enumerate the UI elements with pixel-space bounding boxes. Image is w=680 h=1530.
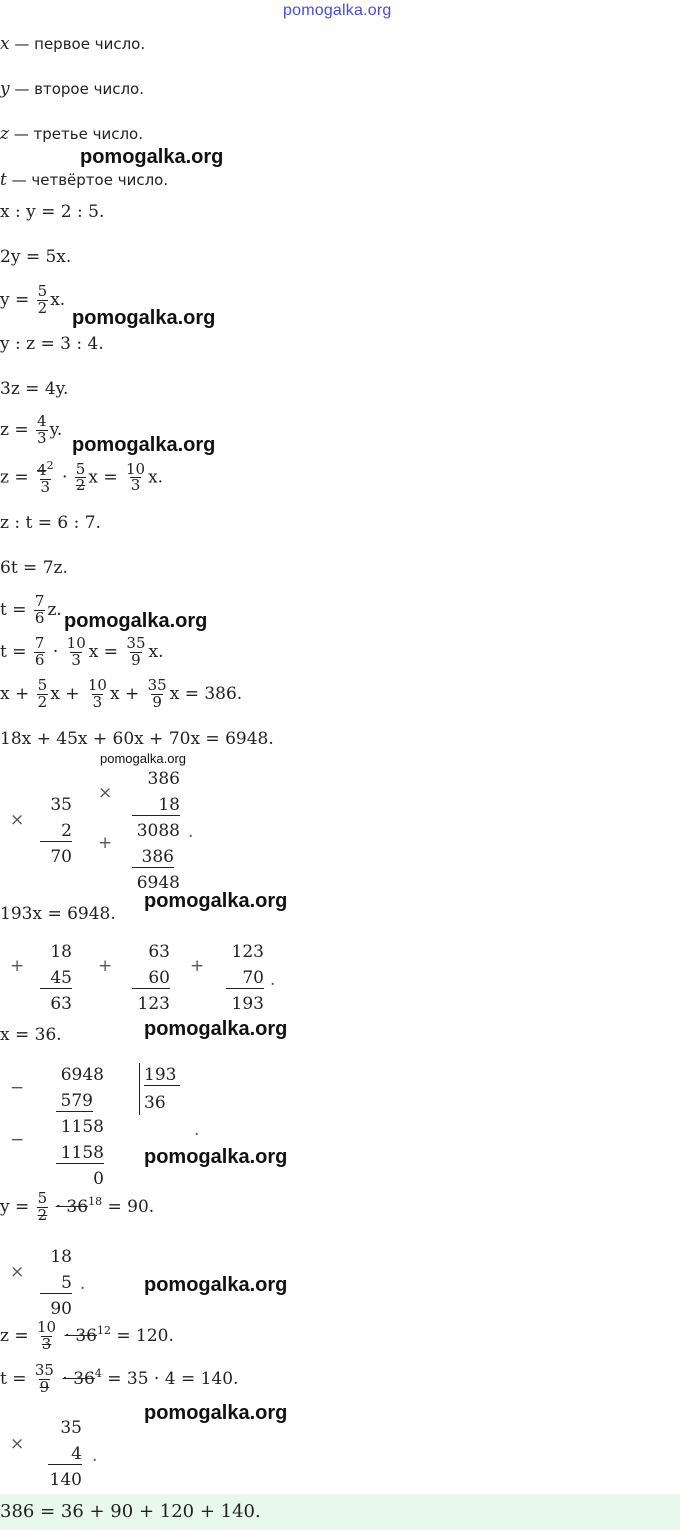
column-number: 2	[40, 821, 72, 842]
definition-z	[0, 124, 143, 144]
fraction-numerator: 10	[125, 459, 146, 478]
y-expr-post: x.	[50, 289, 66, 310]
column-number: 70	[226, 968, 264, 989]
x-value: x = 36.	[0, 1025, 62, 1045]
fraction	[36, 460, 55, 496]
watermark: pomogalka.org	[64, 610, 208, 632]
fraction-numerator: 35	[34, 1361, 54, 1379]
watermark: pomogalka.org	[72, 434, 216, 456]
fraction-denominator: 3	[130, 476, 141, 495]
equation-3z: 3z = 4y.	[0, 379, 69, 399]
column-number: 386	[147, 769, 180, 789]
reduced-value: 12	[96, 1324, 111, 1338]
fraction-denominator: 3	[37, 428, 47, 447]
column-number: 63	[148, 942, 170, 962]
fraction	[147, 678, 168, 711]
fraction	[37, 1191, 49, 1224]
cancelled-numerator: 4	[37, 461, 47, 479]
z-substitution: z = $\frac{4^2}{3}$ · $\frac{5}{2}$ x = $\frac{10}{3}$ x.	[0, 459, 164, 496]
y-expr-pre: y =	[0, 289, 30, 310]
column-partial: 3088	[136, 821, 180, 841]
answer-highlight	[0, 1494, 680, 1530]
t-sub-post: x.	[148, 641, 164, 662]
definition-t-text: — четвёртое число.	[11, 171, 169, 189]
z-expr-post: y.	[49, 419, 63, 440]
watermark-top: pomogalka.org	[283, 2, 392, 19]
reduced-value: 4	[94, 1367, 102, 1381]
t-substitution: t = $\frac{7}{6}$ · $\frac{10}{3}$ x = $\frac{35}{9}$ x.	[0, 634, 164, 669]
column-partial: 386	[132, 847, 174, 868]
fraction	[34, 1363, 55, 1396]
t-val-pre: t =	[0, 1368, 27, 1389]
fraction-denominator: 3	[40, 477, 51, 496]
equation-6t: 6t = 7z.	[0, 558, 68, 578]
z-expression	[0, 414, 62, 447]
definition-z-text: — третье число.	[13, 125, 143, 143]
watermark: pomogalka.org	[144, 1274, 288, 1296]
t-expr-post: z.	[47, 599, 62, 620]
watermark-small: pomogalka.org	[100, 751, 186, 766]
multiply-sign: ×	[10, 1262, 25, 1282]
period: .	[92, 1446, 98, 1466]
sum-post: x = 386.	[169, 683, 243, 704]
fraction-denominator: 6	[34, 650, 45, 669]
period: .	[270, 970, 276, 990]
fraction-denominator: 3	[92, 692, 103, 711]
column-number: 60	[132, 968, 170, 989]
fraction-denominator: 2	[37, 298, 48, 317]
column-number: 5	[40, 1273, 72, 1294]
var-y: y	[0, 79, 10, 99]
equation-2y: 2y = 5x.	[0, 247, 72, 267]
y-val-pre: y =	[0, 1196, 30, 1217]
y-expression	[0, 284, 65, 317]
column-number: 18	[132, 795, 180, 816]
plus-sign: +	[10, 956, 25, 976]
fraction-denominator: 9	[152, 692, 162, 711]
quotient: 36	[144, 1093, 166, 1113]
fraction	[34, 636, 46, 669]
t-expr-pre: t =	[0, 599, 27, 620]
y-val-mid: · 36	[55, 1196, 89, 1217]
fraction-numerator: 7	[34, 634, 45, 652]
ratio-xy: x : y = 2 : 5.	[0, 202, 105, 222]
column-number: 18	[50, 942, 72, 962]
remainder: 0	[93, 1169, 104, 1189]
t-sub-pre: t =	[0, 641, 27, 662]
fraction-denominator: 9	[131, 650, 141, 669]
minus-sign: −	[10, 1130, 25, 1150]
column-number: 4	[48, 1444, 82, 1465]
multiply-sign: ×	[10, 1434, 25, 1454]
z-val-pre: z =	[0, 1325, 29, 1346]
fraction-denominator: 9	[39, 1377, 50, 1396]
fraction	[125, 636, 146, 669]
watermark: pomogalka.org	[144, 890, 288, 912]
fraction-numerator	[36, 460, 55, 479]
minus-sign: −	[10, 1078, 25, 1098]
sum-a: x +	[0, 683, 30, 704]
z-val-post: = 120.	[116, 1325, 174, 1346]
fraction	[66, 636, 87, 669]
fraction-denominator: 2	[37, 1205, 48, 1224]
fraction-numerator: 5	[37, 676, 48, 694]
column-number: 18	[50, 1247, 72, 1267]
fraction	[37, 284, 49, 317]
sum-b: x +	[50, 683, 80, 704]
sum-coefficients: 18x + 45x + 60x + 70x = 6948.	[0, 729, 274, 749]
z-sub-pre: z =	[0, 467, 29, 488]
period: .	[194, 1120, 200, 1140]
definition-y-text: — второе число.	[14, 80, 144, 98]
fraction-numerator: 4	[37, 412, 47, 430]
reduced-value: 18	[88, 1195, 103, 1209]
fraction-numerator: 35	[147, 676, 167, 694]
fraction-denominator: 2	[75, 476, 86, 495]
column-number: 35	[50, 795, 72, 815]
fraction	[37, 678, 49, 711]
reduced-value: 2	[46, 459, 54, 472]
fraction	[125, 459, 146, 495]
z-sub-post: x.	[148, 467, 164, 488]
t-value	[0, 1363, 238, 1396]
column-result: 193	[231, 994, 264, 1014]
column-number: 1158	[60, 1117, 104, 1137]
z-expr-pre: z =	[0, 419, 29, 440]
column-number: 579	[56, 1091, 93, 1112]
column-number: 45	[40, 968, 72, 989]
divisor: 193	[144, 1065, 180, 1086]
column-result: 90	[50, 1299, 72, 1319]
column-result: 70	[50, 847, 72, 867]
definition-x	[0, 34, 145, 54]
fraction-numerator: 35	[126, 634, 146, 652]
watermark: pomogalka.org	[72, 307, 216, 329]
watermark: pomogalka.org	[144, 1018, 288, 1040]
equation-193x: 193x = 6948.	[0, 904, 116, 924]
z-sub-mid: x =	[88, 467, 118, 488]
column-result: 63	[50, 994, 72, 1014]
fraction	[75, 459, 87, 495]
answer-line: 386 = 36 + 90 + 120 + 140.	[0, 1501, 261, 1522]
var-z: z	[0, 124, 9, 144]
fraction-numerator: 5	[37, 1189, 48, 1207]
plus-sign: +	[98, 833, 113, 853]
fraction-denominator: 3	[71, 650, 81, 669]
definition-t	[0, 170, 168, 190]
fraction-numerator: 10	[37, 1318, 57, 1336]
fraction-numerator: 7	[34, 592, 45, 610]
period: .	[80, 1274, 86, 1294]
t-sub-mid: x =	[88, 641, 118, 662]
definition-x-text: — первое число.	[14, 35, 146, 53]
t-val-post: = 35 · 4 = 140.	[107, 1368, 239, 1389]
column-number: 1158	[56, 1143, 104, 1164]
watermark: pomogalka.org	[144, 1146, 288, 1168]
fraction-numerator: 5	[37, 282, 48, 300]
sum-equation	[0, 678, 242, 711]
fraction-denominator: 2	[37, 692, 48, 711]
column-number: 35	[60, 1418, 82, 1438]
var-x: x	[0, 34, 10, 54]
fraction-numerator: 10	[66, 634, 86, 652]
fraction-denominator: 6	[34, 608, 45, 627]
z-value	[0, 1320, 174, 1353]
watermark: pomogalka.org	[80, 146, 224, 168]
fraction	[87, 678, 108, 711]
t-expression	[0, 594, 62, 627]
fraction	[36, 1320, 57, 1353]
watermark: pomogalka.org	[144, 1402, 288, 1424]
y-value	[0, 1191, 154, 1224]
division-bar	[139, 1063, 140, 1115]
fraction-numerator: 5	[75, 459, 86, 478]
dividend: 6948	[60, 1065, 104, 1085]
sum-c: x +	[109, 683, 140, 704]
column-result: 123	[137, 994, 170, 1014]
ratio-yz: y : z = 3 : 4.	[0, 334, 104, 354]
fraction	[34, 594, 46, 627]
fraction-numerator: 10	[87, 676, 107, 694]
column-result: 140	[49, 1470, 82, 1490]
ratio-zt: z : t = 6 : 7.	[0, 513, 101, 533]
fraction	[36, 414, 48, 447]
y-val-post: = 90.	[107, 1196, 155, 1217]
column-result: 6948	[136, 873, 180, 893]
multiply-sign: ×	[10, 810, 25, 830]
plus-sign: +	[190, 956, 205, 976]
period: .	[188, 822, 194, 842]
plus-sign: +	[98, 956, 113, 976]
definition-y	[0, 79, 144, 99]
fraction-denominator: 3	[41, 1334, 52, 1353]
multiply-sign: ×	[98, 783, 113, 803]
t-val-mid: · 36	[62, 1368, 95, 1389]
z-val-mid: · 36	[64, 1325, 97, 1346]
column-number: 123	[231, 942, 264, 962]
var-t: t	[0, 170, 7, 190]
